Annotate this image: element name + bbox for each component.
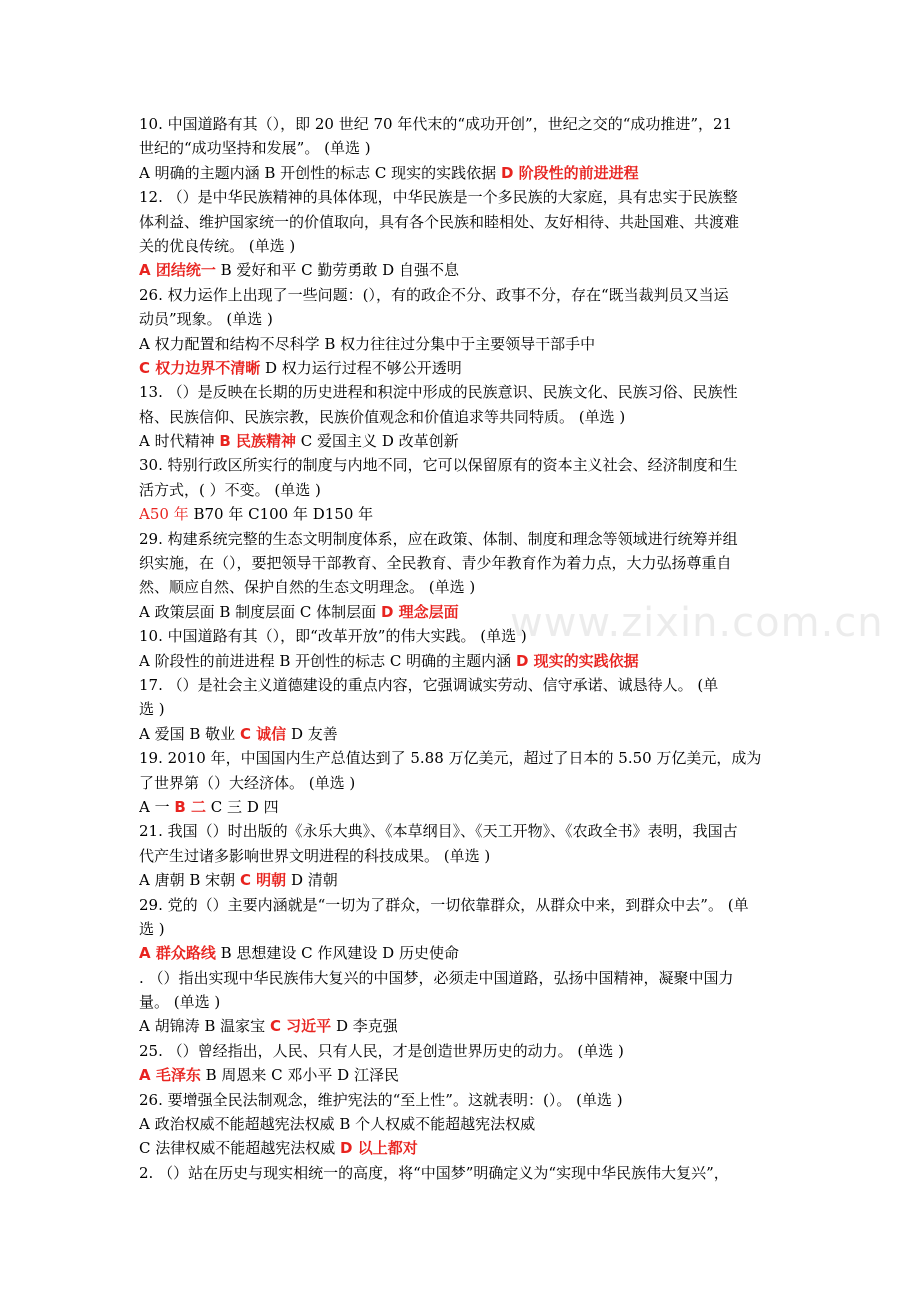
text-segment: D 清朝 [286, 871, 338, 890]
correct-answer: B 二 [174, 797, 207, 816]
text-line [139, 893, 799, 917]
text-segment: 29. 党的（）主要内涵就是“一切为了群众，一切依靠群众，从群众中来，到群众中去”。 (单 [139, 895, 749, 914]
text-line [139, 478, 799, 502]
text-line [139, 1039, 799, 1063]
text-segment: D 李克强 [331, 1017, 398, 1036]
text-line [139, 990, 799, 1014]
text-segment: A 爱国 B 敬业 [139, 724, 240, 743]
text-line [139, 722, 799, 746]
text-segment: 选 ) [139, 919, 165, 938]
text-line [139, 210, 799, 234]
text-line [139, 795, 799, 819]
text-segment: 体利益、维护国家统一的价值取向，具有各个民族和睦相处、友好相待、共赴国难、共渡难 [139, 212, 740, 231]
text-line [139, 771, 799, 795]
text-segment: A 唐朝 B 宋朝 [139, 871, 240, 890]
correct-answer: A 毛泽东 [139, 1066, 201, 1085]
text-line [139, 380, 799, 404]
watermark: www.zixin.com.cn [510, 600, 884, 646]
text-line [139, 1063, 799, 1087]
text-segment: A 胡锦涛 B 温家宝 [139, 1017, 270, 1036]
correct-answer: A 群众路线 [139, 944, 216, 963]
text-line [139, 575, 799, 599]
text-segment: 织实施，在（），要把领导干部教育、全民教育、青少年教育作为着力点，大力弘扬尊重自 [139, 554, 732, 573]
text-segment: A 明确的主题内涵 B 开创性的标志 C 现实的实践依据 [139, 163, 501, 182]
text-segment: 10. 中国道路有其（），即“改革开放”的伟大实践。 (单选 ) [139, 627, 527, 646]
correct-answer: B 民族精神 [219, 432, 297, 451]
correct-answer: C 诚信 [239, 724, 287, 743]
text-line [139, 1014, 799, 1038]
text-line [139, 405, 799, 429]
text-line [139, 917, 799, 941]
text-segment: . （）指出实现中华民族伟大复兴的中国梦，必须走中国道路，弘扬中国精神，凝聚中国力 [139, 968, 734, 987]
text-segment: 量。 (单选 ) [139, 993, 221, 1012]
document-page [139, 112, 799, 1185]
text-line [139, 1161, 799, 1185]
text-line [139, 258, 799, 282]
text-line [139, 868, 799, 892]
correct-answer: D 理念层面 [380, 602, 459, 621]
text-segment: 关的优良传统。 (单选 ) [139, 236, 296, 255]
text-line [139, 624, 799, 648]
text-line [139, 502, 799, 526]
text-segment: B 爱好和平 C 勤劳勇敢 D 自强不息 [215, 261, 459, 280]
text-line [139, 307, 799, 331]
text-line [139, 844, 799, 868]
text-segment: 动员”现象。 (单选 ) [139, 310, 273, 329]
text-segment: A 一 [139, 797, 175, 816]
correct-answer: D 阶段性的前进进程 [500, 163, 639, 182]
text-segment: B 周恩来 C 邓小平 D 江泽民 [200, 1066, 399, 1085]
text-line [139, 966, 799, 990]
text-segment: C 三 D 四 [206, 797, 279, 816]
text-line [139, 697, 799, 721]
text-line [139, 332, 799, 356]
text-segment: 26. 权力运作上出现了一些问题：(），有的政企不分、政事不分，存在“既当裁判员又当运 [139, 285, 729, 304]
correct-answer: C 习近平 [269, 1017, 332, 1036]
text-line [139, 527, 799, 551]
text-line [139, 429, 799, 453]
text-segment: 25. （）曾经指出，人民、只有人民，才是创造世界历史的动力。 (单选 ) [139, 1041, 624, 1060]
text-line [139, 551, 799, 575]
text-line [139, 356, 799, 380]
text-line [139, 136, 799, 160]
text-line [139, 746, 799, 770]
text-segment: 活方式，( ）不变。 (单选 ) [139, 480, 321, 499]
text-line [139, 673, 799, 697]
text-line [139, 1088, 799, 1112]
text-line [139, 453, 799, 477]
text-segment: A 政治权威不能超越宪法权威 B 个人权威不能超越宪法权威 [139, 1115, 536, 1134]
correct-answer: D 以上都对 [340, 1139, 418, 1158]
text-segment: A 阶段性的前进进程 B 开创性的标志 C 明确的主题内涵 [139, 651, 516, 670]
text-line [139, 112, 799, 136]
text-segment: 21. 我国（）时出版的《永乐大典》、《本草纲目》、《天工开物》、《农政全书》表明，我国古 [139, 822, 738, 841]
text-segment: D 友善 [286, 724, 338, 743]
text-line [139, 941, 799, 965]
correct-answer: D 现实的实践依据 [515, 651, 639, 670]
text-line [139, 649, 799, 673]
text-line [139, 1112, 799, 1136]
text-segment: 26. 要增强全民法制观念，维护宪法的“至上性”。这就表明：(）。 (单选 ) [139, 1090, 623, 1109]
text-line [139, 185, 799, 209]
text-segment: 然、顺应自然、保护自然的生态文明理念。 (单选 ) [139, 578, 476, 597]
text-segment: 30. 特别行政区所实行的制度与内地不同，它可以保留原有的资本主义社会、经济制度和生 [139, 456, 738, 475]
text-segment: 了世界第（）大经济体。 (单选 ) [139, 773, 356, 792]
text-line [139, 161, 799, 185]
text-segment: C 爱国主义 D 改革创新 [296, 432, 459, 451]
text-segment: B70 年 C100 年 D150 年 [188, 505, 374, 524]
text-segment: 19. 2010 年，中国国内生产总值达到了 5.88 万亿美元，超过了日本的 5.50 万亿美元，成为 [139, 749, 762, 768]
text-segment: D 权力运行过程不够公开透明 [260, 358, 462, 377]
text-line [139, 819, 799, 843]
text-segment: A 时代精神 [139, 432, 220, 451]
text-segment: 13. （）是反映在长期的历史进程和积淀中形成的民族意识、民族文化、民族习俗、民族性 [139, 383, 738, 402]
text-segment: 29. 构建系统完整的生态文明制度体系，应在政策、体制、制度和理念等领域进行统筹并组 [139, 529, 738, 548]
text-segment: A 政策层面 B 制度层面 C 体制层面 [139, 602, 381, 621]
correct-answer: C 权力边界不清晰 [139, 358, 261, 377]
text-line [139, 234, 799, 258]
text-line [139, 600, 799, 624]
text-segment: 12. （）是中华民族精神的具体体现，中华民族是一个多民族的大家庭，具有忠实于民族整 [139, 188, 738, 207]
text-segment: 格、民族信仰、民族宗教，民族价值观念和价值追求等共同特质。 (单选 ) [139, 407, 626, 426]
text-segment: 10. 中国道路有其（），即 20 世纪 70 年代末的“成功开创”，世纪之交的“成功推进”，21 [139, 115, 733, 133]
text-segment: 17. （）是社会主义道德建设的重点内容，它强调诚实劳动、信守承诺、诚恳待人。 (单 [139, 675, 719, 694]
text-segment: 世纪的“成功坚持和发展”。 (单选 ) [139, 139, 371, 158]
correct-answer: A 团结统一 [139, 261, 216, 280]
text-line [139, 283, 799, 307]
text-segment: 选 ) [139, 700, 165, 719]
correct-answer: C 明朝 [239, 871, 287, 890]
text-segment: A 权力配置和结构不尽科学 B 权力往往过分集中于主要领导干部手中 [139, 334, 596, 353]
text-segment: 2. （）站在历史与现实相统一的高度，将“中国梦”明确定义为“实现中华民族伟大复兴”， [139, 1163, 729, 1182]
text-segment: C 法律权威不能超越宪法权威 [139, 1139, 341, 1158]
text-segment: B 思想建设 C 作风建设 D 历史使命 [215, 944, 459, 963]
correct-answer: A50 年 [139, 505, 189, 524]
text-line [139, 1136, 799, 1160]
text-segment: 代产生过诸多影响世界文明进程的科技成果。 (单选 ) [139, 846, 491, 865]
